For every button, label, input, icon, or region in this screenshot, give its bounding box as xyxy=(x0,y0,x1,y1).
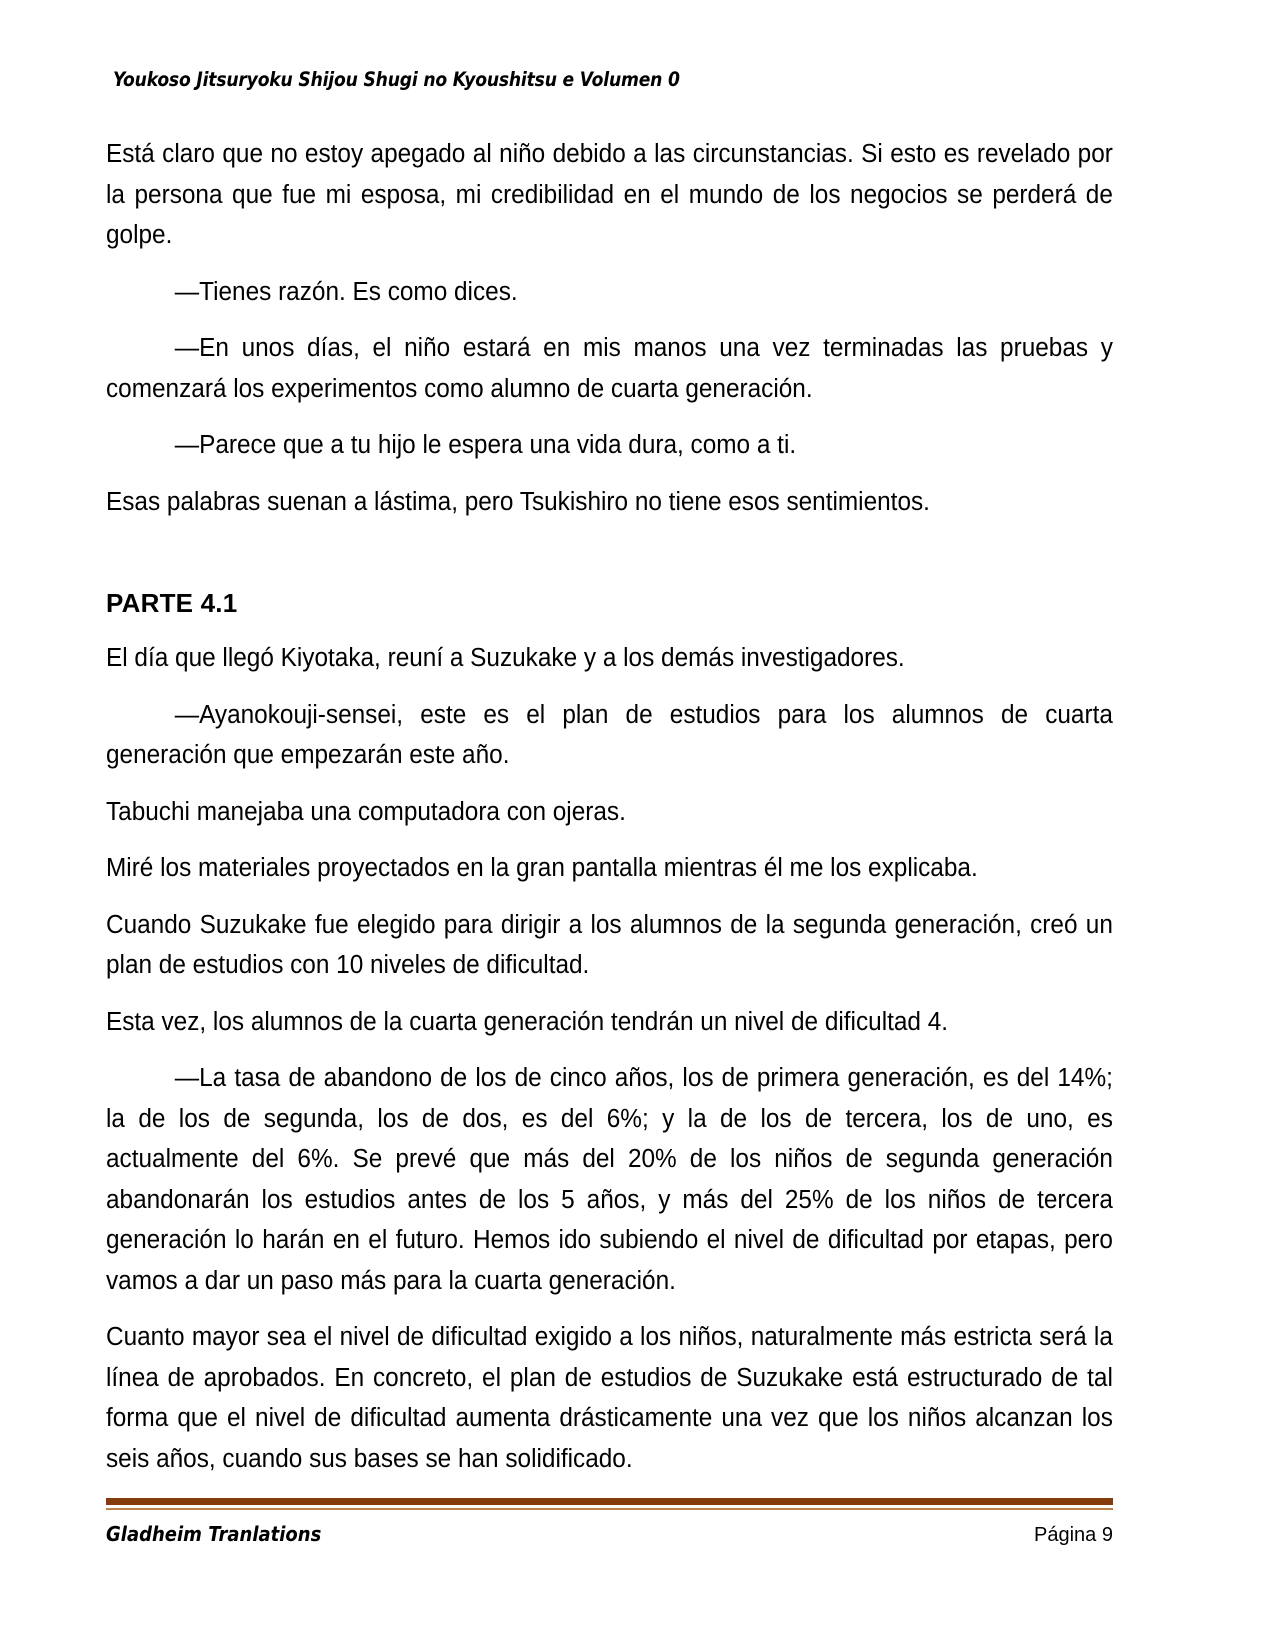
page-header xyxy=(113,68,1163,91)
paragraph: Miré los materiales proyectados en la gran pantalla mientras él me los explicaba. xyxy=(106,854,978,882)
section-spacer xyxy=(106,538,1113,586)
paragraph: Esas palabras suenan a lástima, pero Tsukishiro no tiene esos sentimientos. xyxy=(106,487,930,516)
footer-rule-thick xyxy=(106,1498,1113,1505)
paragraph-dialogue: —Tienes razón. Es como dices. xyxy=(174,277,518,306)
paragraph-dialogue: —Parece que a tu hijo le espera una vida dura, como a ti. xyxy=(174,431,797,459)
paragraph: Esta vez, los alumnos de la cuarta generación tendrán un nivel de dificultad 4. xyxy=(106,1007,949,1036)
paragraph: El día que llegó Kiyotaka, reuní a Suzukake y a los demás investigadores. xyxy=(106,644,905,672)
paragraph-dialogue: —Ayanokouji-sensei, este es el plan de estudios para los alumnos de cuarta generación que empezarán este año. xyxy=(106,700,1113,769)
page-content xyxy=(106,134,1113,1495)
paragraph-dialogue: —La tasa de abandono de los de cinco años, los de primera generación, es del 14%; la de los de segunda, los de dos, es del 6%; y la de los de tercera, los de uno, es actualmente del 6%. Se prevé que más del 20% de los niños de segunda generación abandonarán los estudios antes de los 5 años, y más del 25% de los niños de tercera generación lo harán en el futuro. Hemos ido subiendo el nivel de dificultad por etapas, pero vamos a dar un paso más para la cuarta generación. xyxy=(106,1064,1113,1295)
paragraph: Tabuchi manejaba una computadora con ojeras. xyxy=(106,797,626,826)
paragraph: Cuando Suzukake fue elegido para dirigir a los alumnos de la segunda generación, creó un plan de estudios con 10 niveles de dificultad. xyxy=(106,910,1113,979)
footer-page-number: Página 9 xyxy=(1034,1524,1113,1546)
header-title: Youkoso Jitsuryoku Shijou Shugi no Kyoushitsu e Volumen 0 xyxy=(113,68,680,91)
footer-rule-thin xyxy=(106,1508,1113,1510)
page-footer xyxy=(106,1498,1113,1547)
section-heading: PARTE 4.1 xyxy=(106,588,238,618)
paragraph: Cuanto mayor sea el nivel de dificultad exigido a los niños, naturalmente más estricta será la línea de aprobados. En concreto, el plan de estudios de Suzukake está estructurado de tal forma que el nivel de dificultad aumenta drásticamente una vez que los niños alcanzan los seis años, cuando sus bases se han solidificado. xyxy=(106,1323,1113,1473)
footer-brand: Gladheim Tranlations xyxy=(106,1522,322,1546)
footer-row xyxy=(106,1522,1113,1547)
paragraph: Está claro que no estoy apegado al niño debido a las circunstancias. Si esto es revelado por la persona que fue mi esposa, mi credibilidad en el mundo de los negocios se perderá de golpe. xyxy=(106,140,1113,249)
paragraph-dialogue: —En unos días, el niño estará en mis manos una vez terminadas las pruebas y comenzará los experimentos como alumno de cuarta generación. xyxy=(106,334,1113,403)
